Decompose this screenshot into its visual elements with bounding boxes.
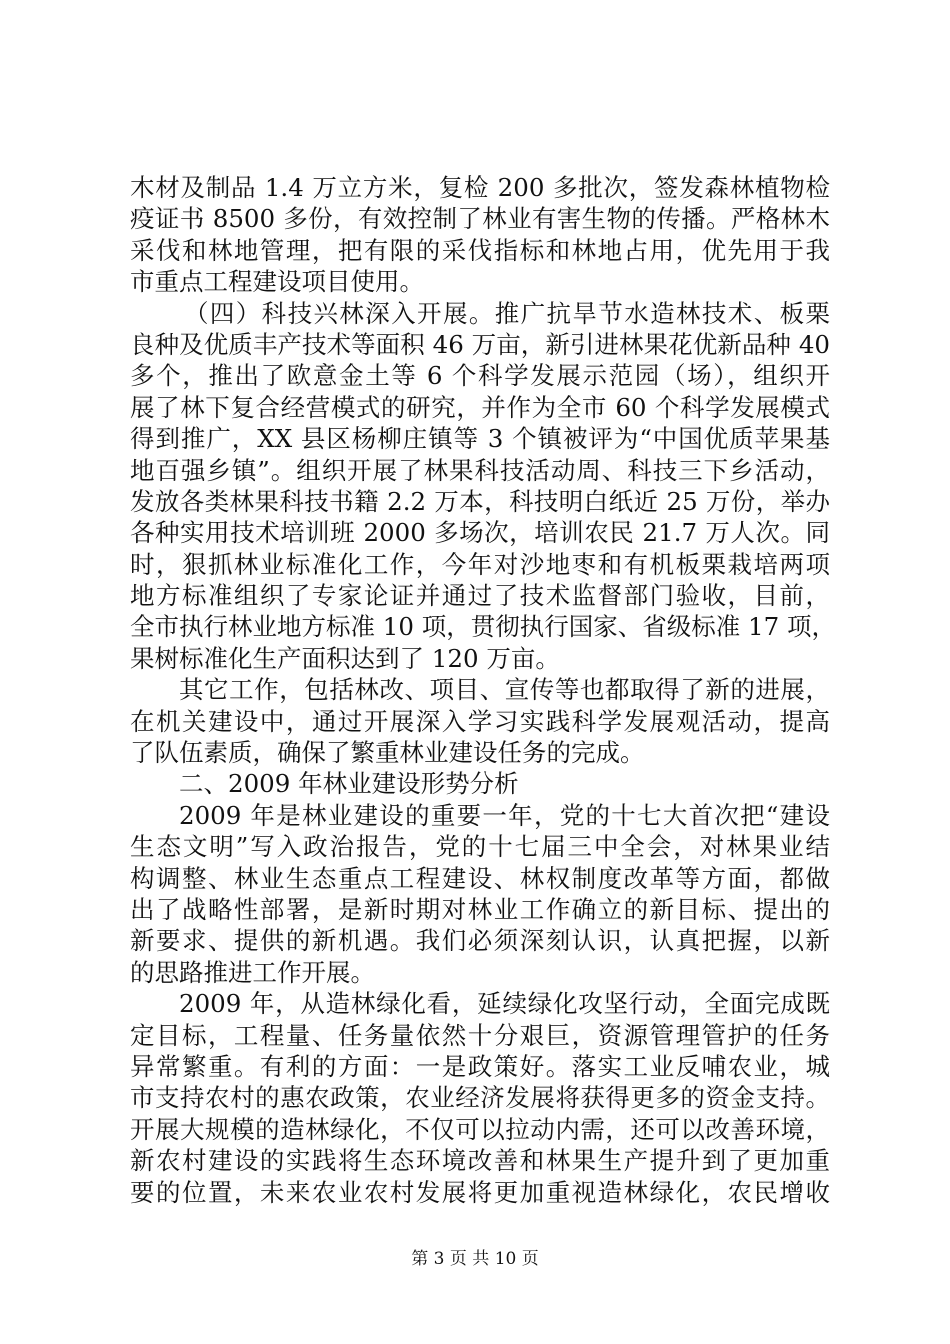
text-line: 定目标，工程量、任务量依然十分艰巨，资源管理管护的任务: [130, 1020, 830, 1050]
text-line: 市重点工程建设项目使用。: [130, 267, 424, 297]
text-line: 2009 年是林业建设的重要一年，党的十七大首次把“建设: [179, 800, 830, 830]
text-line: 生态文明”写入政治报告，党的十七届三中全会，对林果业结: [130, 832, 830, 862]
page-number-footer: 第 3 页 共 10 页: [411, 1249, 539, 1269]
text-line: 开展大规模的造林绿化，不仅可以拉动内需，还可以改善环境，: [130, 1114, 830, 1144]
text-line: 在机关建设中，通过开展深入学习实践科学发展观活动，提高: [130, 706, 830, 736]
text-line: 发放各类林果科技书籍 2.2 万本，科技明白纸近 25 万份，举办: [130, 486, 830, 516]
text-line: 地方标准组织了专家论证并通过了技术监督部门验收，目前，: [130, 581, 830, 611]
text-line: 全市执行林业地方标准 10 项，贯彻执行国家、省级标准 17 项，: [130, 612, 836, 642]
text-line: 出了战略性部署，是新时期对林业工作确立的新目标、提出的: [130, 894, 830, 924]
text-line: 采伐和林地管理，把有限的采伐指标和林地占用，优先用于我: [130, 235, 830, 265]
text-line: 展了林下复合经营模式的研究，并作为全市 60 个科学发展模式: [130, 392, 830, 422]
section-heading: 二、2009 年林业建设形势分析: [179, 769, 519, 799]
text-line: 新农村建设的实践将生态环境改善和林果生产提升到了更加重: [130, 1146, 830, 1176]
body-text: [130, 172, 836, 1208]
text-line: 2009 年，从造林绿化看，延续绿化攻坚行动，全面完成既: [179, 989, 830, 1019]
text-line: 各种实用技术培训班 2000 多场次，培训农民 21.7 万人次。同: [130, 518, 830, 548]
text-line: 果树标准化生产面积达到了 120 万亩。: [130, 643, 560, 673]
text-line: 了队伍素质，确保了繁重林业建设任务的完成。: [130, 738, 645, 768]
text-line: 异常繁重。有利的方面：一是政策好。落实工业反哺农业，城: [130, 1051, 830, 1081]
text-line: 新要求、提供的新机遇。我们必须深刻认识，认真把握，以新: [130, 926, 830, 956]
text-line: 疫证书 8500 多份，有效控制了林业有害生物的传播。严格林木: [130, 204, 830, 234]
text-line: 其它工作，包括林改、项目、宣传等也都取得了新的进展，: [179, 675, 830, 705]
text-line: 多个，推出了欧意金土等 6 个科学发展示范园（场），组织开: [130, 361, 830, 391]
text-line: 构调整、林业生态重点工程建设、林权制度改革等方面，都做: [130, 863, 830, 893]
text-line: 市支持农村的惠农政策，农业经济发展将获得更多的资金支持。: [130, 1083, 830, 1113]
text-line: 良种及优质丰产技术等面积 46 万亩，新引进林果花优新品种 40: [130, 329, 830, 359]
text-line: 时，狠抓林业标准化工作，今年对沙地枣和有机板栗栽培两项: [130, 549, 830, 579]
text-line: 得到推广，XX 县区杨柳庄镇等 3 个镇被评为“中国优质苹果基: [130, 424, 830, 454]
text-line: 要的位置，未来农业农村发展将更加重视造林绿化，农民增收: [130, 1177, 830, 1207]
text-line: （四）科技兴林深入开展。推广抗旱节水造林技术、板栗: [184, 298, 830, 328]
text-line: 的思路推进工作开展。: [130, 957, 375, 987]
text-line: 木材及制品 1.4 万立方米，复检 200 多批次，签发森林植物检: [130, 173, 830, 202]
text-line: 地百强乡镇”。组织开展了林果科技活动周、科技三下乡活动，: [130, 455, 830, 485]
